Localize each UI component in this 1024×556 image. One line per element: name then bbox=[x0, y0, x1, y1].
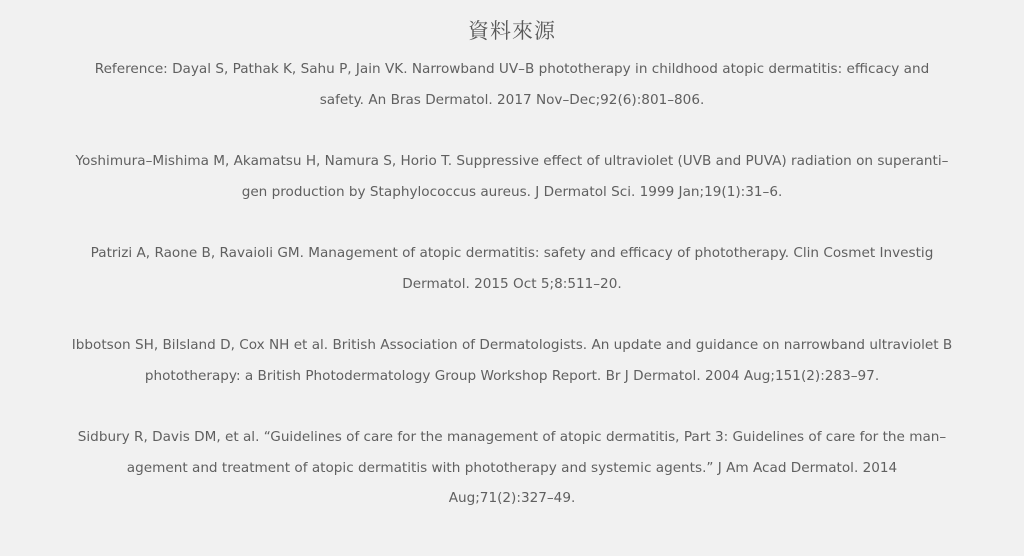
reference-line: agement and treatment of atopic dermatitis with phototherapy and systemic agents.” J Am Acad Dermatol. 2014 bbox=[126, 459, 898, 476]
reference-line: phototherapy: a British Photodermatology Group Workshop Report. Br J Dermatol. 2004 Aug;151(2):283–97. bbox=[144, 367, 880, 384]
reference-item bbox=[47, 422, 977, 514]
reference-line: Aug;71(2):327–49. bbox=[448, 490, 576, 506]
reference-line: Yoshimura–Mishima M, Akamatsu H, Namura S, Horio T. Suppressive effect of ultraviolet (UVB and PUVA) radiation on superanti– bbox=[75, 153, 949, 169]
reference-item bbox=[47, 54, 977, 115]
reference-item bbox=[47, 238, 977, 299]
reference-line: Patrizi A, Raone B, Ravaioli GM. Management of atopic dermatitis: safety and efficacy of phototherapy. Clin Cosmet Investig bbox=[90, 245, 934, 261]
reference-line: gen production by Staphylococcus aureus. J Dermatol Sci. 1999 Jan;19(1):31–6. bbox=[241, 183, 783, 200]
reference-list bbox=[47, 54, 977, 514]
section-title: 資料來源 bbox=[468, 19, 556, 43]
reference-line: Dermatol. 2015 Oct 5;8:511–20. bbox=[402, 275, 622, 292]
reference-line: Reference: Dayal S, Pathak K, Sahu P, Jain VK. Narrowband UV–B phototherapy in childhood atopic dermatitis: efficacy and bbox=[94, 61, 930, 77]
reference-line: Sidbury R, Davis DM, et al. “Guidelines of care for the management of atopic dermatitis, Part 3: Guidelines of care for the man– bbox=[77, 429, 947, 445]
reference-line: Ibbotson SH, Bilsland D, Cox NH et al. British Association of Dermatologists. An update and guidance on narrowband ultraviolet B bbox=[71, 337, 953, 353]
reference-item bbox=[47, 330, 977, 391]
reference-item bbox=[47, 146, 977, 207]
reference-line: safety. An Bras Dermatol. 2017 Nov–Dec;92(6):801–806. bbox=[319, 91, 705, 108]
